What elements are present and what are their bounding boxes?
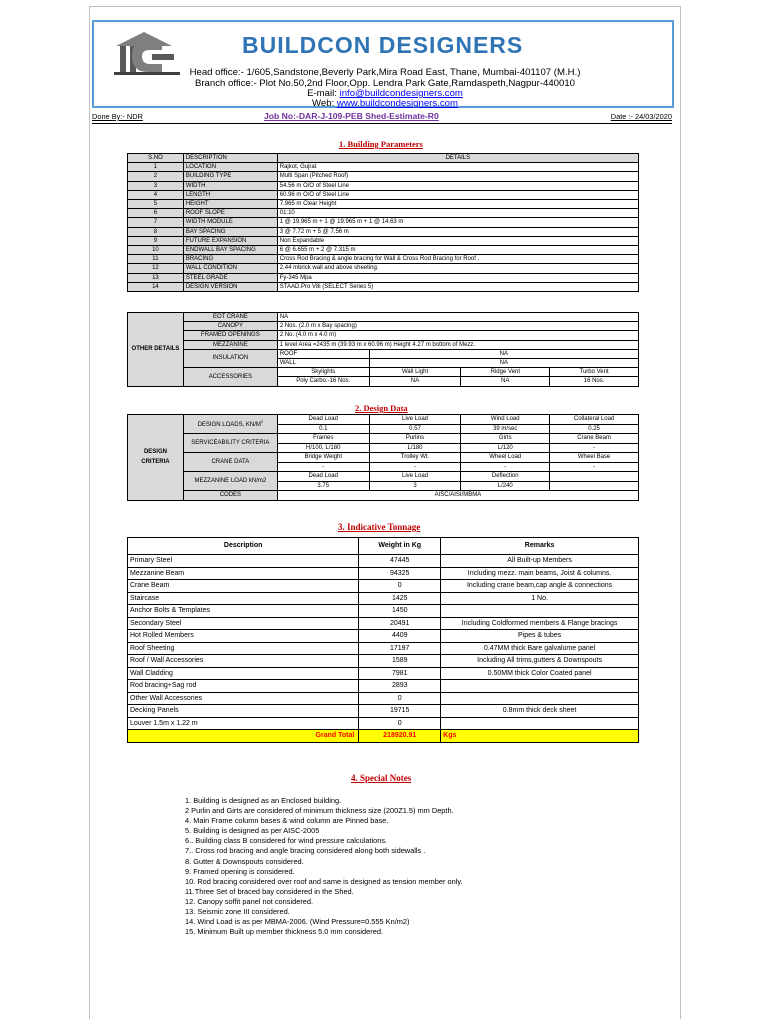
table-row [128,273,639,282]
letterhead [92,20,674,108]
mezz-header: Deflection [461,472,550,482]
tonnage-description: Wall Cladding [128,667,359,680]
email-link[interactable]: info@buildcondesigners.com [339,88,463,99]
param-details: 3 @ 7.72 m + 5 @ 7.56 m [277,227,638,236]
special-notes-list [185,796,463,937]
loads-header: Wind Load [461,415,550,425]
crane-value: - [550,462,639,472]
building-params-header: DETAILS [277,154,638,163]
mezz-header: Live Load [369,472,461,482]
tonnage-description: Mezzanine Beam [128,567,359,580]
param-description: BUILDING TYPE [183,172,277,181]
tonnage-weight: 20491 [359,617,441,630]
crane-header: Wheel Load [461,453,550,463]
crane-header: Wheel Base [550,453,639,463]
tonnage-weight: 19715 [359,705,441,718]
acc-header: Ridge Vent [461,368,550,377]
param-description: HEIGHT [183,200,277,209]
param-sno: 6 [128,209,184,218]
param-sno: 12 [128,264,184,273]
crane-data-label: CRANE DATA [183,453,277,472]
tonnage-weight: 7981 [359,667,441,680]
section-title-building-parameters: 1. Building Parameters [339,139,423,149]
tonnage-weight: 1450 [359,605,441,618]
crane-value: - [461,462,550,472]
param-description: LOCATION [183,163,277,172]
tonnage-weight: 0 [359,692,441,705]
table-row [128,605,639,618]
other-details-table [127,312,639,387]
done-by: Done By:- NDR [92,112,143,121]
codes-label: CODES [183,491,277,501]
param-description: WALL CONDITION [183,264,277,273]
param-details: 6 @ 6.655 m + 2 @ 7.315 m [277,246,638,255]
tonnage-description: Secondary Steel [128,617,359,630]
acc-value: NA [369,377,461,386]
tonnage-description: Staircase [128,592,359,605]
table-row [128,190,639,199]
table-row [128,667,639,680]
grand-total-unit: Kgs [441,730,639,743]
building-params-header: DESCRIPTION [183,154,277,163]
param-sno: 9 [128,236,184,245]
param-details: Fy-345 Mpa [277,273,638,282]
loads-header: Dead Load [277,415,369,425]
param-sno: 8 [128,227,184,236]
param-description: DESIGN VERSION [183,282,277,291]
tonnage-weight: 0 [359,717,441,730]
section-title-special-notes: 4. Special Notes [351,773,412,783]
table-row [128,555,639,568]
param-details: 54.56 m O/O of Steel Line [277,181,638,190]
table-row [128,163,639,172]
table-row [128,705,639,718]
design-criteria-label-line2: CRITERIA [141,459,170,466]
param-sno: 5 [128,200,184,209]
tonnage-weight: 1589 [359,655,441,668]
table-row [128,236,639,245]
company-name: BUILDCON DESIGNERS [242,32,524,58]
param-details: Non Expandable [277,236,638,245]
param-details: 60.96 m O/O of Steel Line [277,190,638,199]
param-description: WIDTH MODULE [183,218,277,227]
tonnage-remarks: 1 No. [441,592,639,605]
mezz-value: 3 [369,481,461,491]
tonnage-remarks: Including All trims,gutters & Downspouts [441,655,639,668]
table-row [128,592,639,605]
tonnage-description: Hot Rolled Members [128,630,359,643]
table-row [128,209,639,218]
loads-value: 0.25 [550,424,639,434]
building-params-header: S.NO [128,154,184,163]
service-value: L/120 [461,443,550,453]
web-line [94,98,676,109]
design-criteria-label [128,415,184,501]
param-details: Rajkot, Gujrat [277,163,638,172]
note-item: 5. Building is designed as per AISC-2005 [185,826,320,836]
acc-header: Skylights [277,368,369,377]
email-label: E-mail: [307,88,340,99]
tonnage-remarks: Including crane beam,cap angle & connections [441,580,639,593]
note-item: 10. Rod bracing considered over roof and same is designed as tension member only. [185,876,463,886]
note-item: 15. Minimum Built up member thickness 5.0 mm considered. [185,927,383,937]
param-sno: 4 [128,190,184,199]
canopy-label: CANOPY [183,322,277,331]
service-header: Frames [277,434,369,444]
tonnage-description: Other Wall Accessories [128,692,359,705]
tonnage-weight: 94325 [359,567,441,580]
loads-value: 39 m/sec [461,424,550,434]
crane-value: - [369,462,461,472]
mezz-value: 3.75 [277,481,369,491]
table-row [128,255,639,264]
tonnage-remarks [441,680,639,693]
table-row [128,617,639,630]
eot-crane-label: EOT CRANE [183,313,277,322]
mezzanine-load-label: MEZZANINE LOAD kN/m2 [183,472,277,491]
design-loads-label [183,415,277,434]
tonnage-weight: 1425 [359,592,441,605]
loads-header: Live Load [369,415,461,425]
tonnage-remarks: Pipes & tubes [441,630,639,643]
table-row [128,181,639,190]
acc-header: Turbo Vent [550,368,639,377]
tonnage-remarks: 0.50MM thick Color Coated panel [441,667,639,680]
table-row [128,655,639,668]
mezz-header: Dead Load [277,472,369,482]
framed-openings-value: 2 No. (4.0 m x 4.0 m) [277,331,638,340]
divider [92,123,672,124]
mezz-empty [550,481,639,491]
mezzanine-label: MEZZANINE [183,340,277,349]
tonnage-weight: 2893 [359,680,441,693]
design-loads-text: DESIGN LOADS, KN/M [197,422,261,429]
param-sno: 2 [128,172,184,181]
tonnage-remarks: 0.47MM thick Bare galvalume panel [441,642,639,655]
tonnage-description: Roof Sheeting [128,642,359,655]
table-row [128,264,639,273]
tonnage-remarks [441,717,639,730]
param-description: FUTURE EXPANSION [183,236,277,245]
tonnage-header: Description [128,538,359,555]
note-item: 13. Seismic zone III considered. [185,907,290,917]
tonnage-description: Louver 1.5m x 1.22 m [128,717,359,730]
service-value: L/180 [369,443,461,453]
param-sno: 10 [128,246,184,255]
param-details: STAAD.Pro V8i (SELECT Series 5) [277,282,638,291]
section-title-design-data: 2. Design Data [355,403,408,413]
design-loads-sup: 2 [260,419,264,425]
param-description: ENDWALL BAY SPACING [183,246,277,255]
insulation-roof-value: NA [369,349,638,358]
tonnage-header: Weight in Kg [359,538,441,555]
param-details: 1 @ 19.965 m + 1 @ 19.965 m + 1 @ 14.63 m [277,218,638,227]
insulation-wall-label: WALL [277,359,369,368]
tonnage-description: Rod bracing+Sag rod [128,680,359,693]
param-sno: 11 [128,255,184,264]
tonnage-description: Anchor Bolts & Templates [128,605,359,618]
param-description: ROOF SLOPE [183,209,277,218]
document-date: Date :- 24/03/2020 [610,112,672,121]
note-item: 8. Gutter & Downspouts considered. [185,856,304,866]
param-details: 01:10 [277,209,638,218]
tonnage-remarks [441,605,639,618]
eot-crane-value: NA [277,313,638,322]
param-description: BAY SPACING [183,227,277,236]
table-row [128,580,639,593]
tonnage-header: Remarks [441,538,639,555]
tonnage-weight: 4409 [359,630,441,643]
note-item: 2 Purlin and Girts are considered of minimum thickness size (200Z1.5) mm Depth. [185,806,454,816]
param-sno: 13 [128,273,184,282]
note-item: 9. Framed opening is considered. [185,866,295,876]
tonnage-description: Decking Panels [128,705,359,718]
acc-header: Wall Light [369,368,461,377]
branch-office-address: Branch office:- Plot No.50,2nd Floor,Opp. Lendra Park Gate,Ramdaspeth,Nagpur-440010 [194,78,576,89]
tonnage-table [127,537,639,743]
design-criteria-table [127,414,639,501]
framed-openings-label: FRAMED OPENINGS [183,331,277,340]
tonnage-remarks: Including mezz. main beams, Joist & columns. [441,567,639,580]
section-title-indicative-tonnage: 3. Indicative Tonnage [338,522,421,532]
param-details: Multi Span (Pitched Roof) [277,172,638,181]
note-item: 7.. Cross rod bracing and angle bracing considered along both sidewalls . [185,846,426,856]
tonnage-description: Roof / Wall Accessories [128,655,359,668]
tonnage-remarks: 0.8mm thick deck sheet [441,705,639,718]
note-item: 6.. Building class B considered for wind pressure calculations. [185,836,388,846]
insulation-label: INSULATION [183,349,277,367]
table-row [128,246,639,255]
design-criteria-label-line1: DESIGN [143,449,167,456]
web-label: Web: [312,98,337,109]
table-row [128,172,639,181]
tonnage-remarks: All Built-up Members [441,555,639,568]
mezzanine-value: 1 level Area =2435 m (39.93 m x 60.96 m) Height 4.27 m bottom of Mezz. [277,340,638,349]
job-number: Job No:-DAR-J-109-PEB Shed-Estimate-R0 [264,111,439,121]
service-value: - [550,443,639,453]
mezz-empty [550,472,639,482]
param-description: BRACING [183,255,277,264]
other-details-label: OTHER DETAILS [128,313,184,387]
table-row [128,567,639,580]
acc-value: 16 Nos. [550,377,639,386]
crane-header: Trolley Wt. [369,453,461,463]
canopy-value: 2 Nos. (2.0 m x Bay spacing) [277,322,638,331]
param-details: 7.965 m Clear Height [277,200,638,209]
tonnage-weight: 0 [359,580,441,593]
loads-header: Collateral Load [550,415,639,425]
insulation-roof-label: ROOF [277,349,369,358]
tonnage-remarks: Including Coldformed members & Flange bracings [441,617,639,630]
crane-value: - [277,462,369,472]
table-row [128,630,639,643]
building-parameters-table [127,153,639,292]
param-sno: 1 [128,163,184,172]
note-item: 4. Main Frame column bases & wind column are Pinned base. [185,816,389,826]
grand-total-row [128,730,639,743]
table-row [128,717,639,730]
tonnage-weight: 47445 [359,555,441,568]
serviceability-label: SERVICEABILITY CRITERIA [183,434,277,453]
table-row [128,227,639,236]
param-details: Cross Rod Bracing & angle bracing for Wall & Cross Rod Bracing for Roof . [277,255,638,264]
table-row [128,692,639,705]
note-item: 1. Building is designed as an Enclosed building. [185,796,342,805]
table-row [128,680,639,693]
note-item: 11.Three Set of braced bay considered in the Shed. [185,886,354,896]
service-header: Purlins [369,434,461,444]
table-row [128,218,639,227]
param-sno: 14 [128,282,184,291]
acc-value: Poly Carbo.-16 Nos. [277,377,369,386]
tonnage-remarks [441,692,639,705]
param-description: LENGTH [183,190,277,199]
tonnage-weight: 17197 [359,642,441,655]
note-item: 12. Canopy soffit panel not considered. [185,896,314,906]
codes-value: AISC/AISI/MBMA [277,491,638,501]
param-description: WIDTH [183,181,277,190]
param-description: STEEL GRADE [183,273,277,282]
accessories-label: ACCESSORIES [183,368,277,386]
loads-value: 0.1 [277,424,369,434]
param-sno: 7 [128,218,184,227]
crane-header: Bridge Weight [277,453,369,463]
head-office-address: Head office:- 1/605,Sandstone,Beverly Park,Mira Road East, Thane, Mumbai-401107 (M.H.) [189,67,581,78]
tonnage-description: Primary Steel [128,555,359,568]
service-header: Girts [461,434,550,444]
mezz-value: L/240 [461,481,550,491]
grand-total-label: Grand Total [128,730,359,743]
param-sno: 3 [128,181,184,190]
table-row [128,282,639,291]
insulation-wall-value: NA [369,359,638,368]
note-item: 14. Wind Load is as per MBMA-2006. (Wind Pressure=0.555 Kn/m2) [185,917,410,927]
grand-total-value: 218920.91 [359,730,441,743]
web-link[interactable]: www.buildcondesigners.com [336,98,458,109]
loads-value: 0.57 [369,424,461,434]
table-row [128,200,639,209]
acc-value: NA [461,377,550,386]
param-details: 2.44 mbrick wall and above sheeting. [277,264,638,273]
tonnage-description: Crane Beam [128,580,359,593]
table-row [128,642,639,655]
service-value: H/100, L/180 [277,443,369,453]
service-header: Crane Beam [550,434,639,444]
